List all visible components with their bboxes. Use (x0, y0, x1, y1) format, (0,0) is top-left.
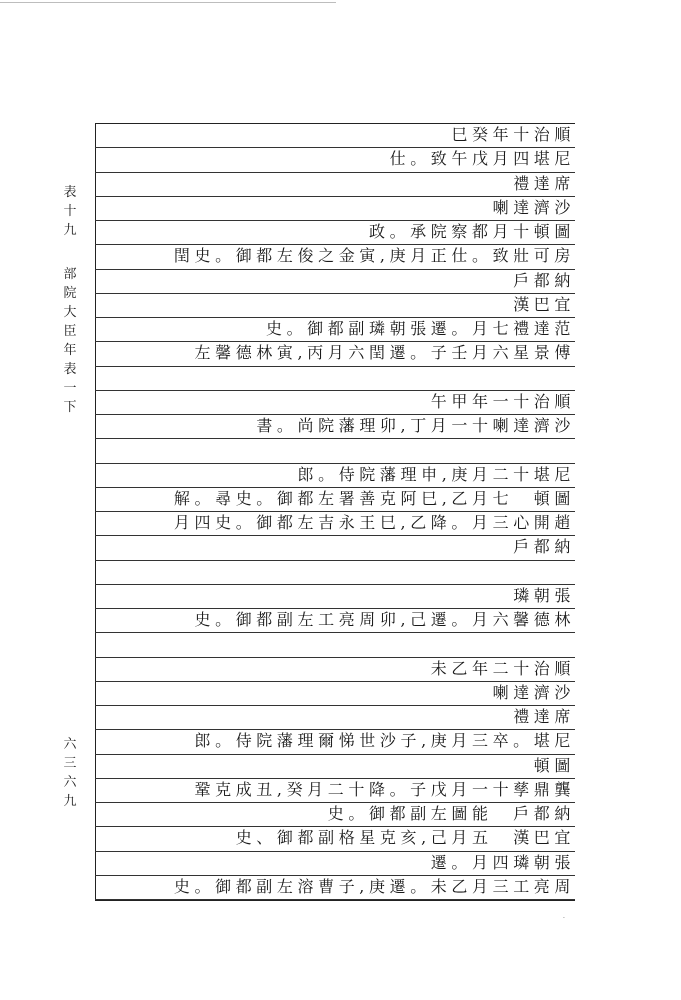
row-text: 喇達濟沙 (492, 197, 575, 217)
table-row (95, 561, 575, 585)
table-row (95, 464, 575, 488)
row-text: 郎。侍院藩理申,庚月二十堪尼 (297, 464, 575, 484)
row-text: 戶都納 (513, 537, 575, 557)
table-row (95, 391, 575, 415)
table-row (95, 585, 575, 609)
row-text: 漢巴宜 (513, 294, 575, 314)
table-row (95, 827, 575, 851)
table-row (95, 536, 575, 560)
table-row (95, 852, 575, 876)
row-text: 頓圖 (533, 755, 575, 775)
row-text: 解。尋史。御都左署善克阿巳,乙月七 頓圖 (173, 488, 575, 508)
table-row (95, 245, 575, 269)
table-row (95, 609, 575, 633)
row-text: 鞏克成丑,癸月二十降。子戊月一十孳鼎龔 (194, 779, 575, 799)
row-divider (95, 899, 575, 900)
row-text: 左馨德林寅,丙月六閏遷。子壬月六星景傅 (194, 343, 575, 363)
row-text: 禮達席 (513, 173, 575, 193)
row-text: 史。御都副左工亮周卯,己遷。月六馨德林 (194, 610, 575, 629)
margin-mark: · (563, 915, 565, 922)
table-row (95, 633, 575, 657)
row-text: 史、御都副格星克亥,己月五 漢巴宜 (235, 828, 575, 848)
table-row (95, 415, 575, 439)
table-row (95, 876, 575, 900)
table-row (95, 221, 575, 245)
table-row (95, 148, 575, 172)
row-text: 月四史。御都左吉永王巳,乙降。月三心開趙 (173, 513, 575, 532)
table-row (95, 658, 575, 682)
table-row (95, 755, 575, 779)
row-text: 書。尚院藩理卯,丁月一十喇達濟沙 (256, 416, 575, 435)
row-text: 史。御都副左圖能 戶都納 (327, 804, 575, 823)
section-title: 表 十 九 (63, 185, 77, 238)
row-text: 戶都納 (513, 270, 575, 290)
row-text: 仕。致午戊月四堪尼 (389, 149, 575, 169)
row-text: 遷。月四璘朝張 (430, 852, 575, 872)
table-row (95, 439, 575, 463)
table-row (95, 294, 575, 318)
table-row (95, 173, 575, 197)
row-text: 禮達席 (513, 707, 575, 726)
row-text: 喇達濟沙 (492, 682, 575, 702)
table-row (95, 730, 575, 754)
table-row (95, 342, 575, 366)
top-edge-line (0, 2, 336, 3)
row-text: 郎。侍院藩理爾悌世沙子,庚月三卒。堪尼 (194, 731, 575, 751)
row-text: 史。御都副璘朝張遷。月七禮達范 (265, 319, 575, 338)
table-row (95, 197, 575, 221)
row-text: 璘朝張 (513, 585, 575, 605)
table-row (95, 124, 575, 148)
table-row (95, 803, 575, 827)
page-number: 六 三 六 九 (63, 737, 77, 809)
table-row (95, 270, 575, 294)
table-row (95, 779, 575, 803)
row-text: 未乙年二十治順 (430, 658, 575, 678)
table-row (95, 706, 575, 730)
table-row (95, 318, 575, 342)
table-row (95, 512, 575, 536)
row-text: 政。承院察都月十頓圖 (368, 222, 575, 241)
row-text: 午甲年一十治順 (430, 391, 575, 411)
row-text: 閏史。御都左俊之金寅,庚月正仕。致壯可房 (173, 246, 575, 266)
row-text: 巳癸年十治順 (451, 125, 575, 144)
table-row (95, 488, 575, 512)
table-row (95, 367, 575, 391)
row-text: 史。御都副左溶曹子,庚遷。未乙月三工亮周 (173, 876, 575, 896)
table-row (95, 682, 575, 706)
table-title: 部 院 大 臣 年 表 一 下 (63, 267, 77, 415)
